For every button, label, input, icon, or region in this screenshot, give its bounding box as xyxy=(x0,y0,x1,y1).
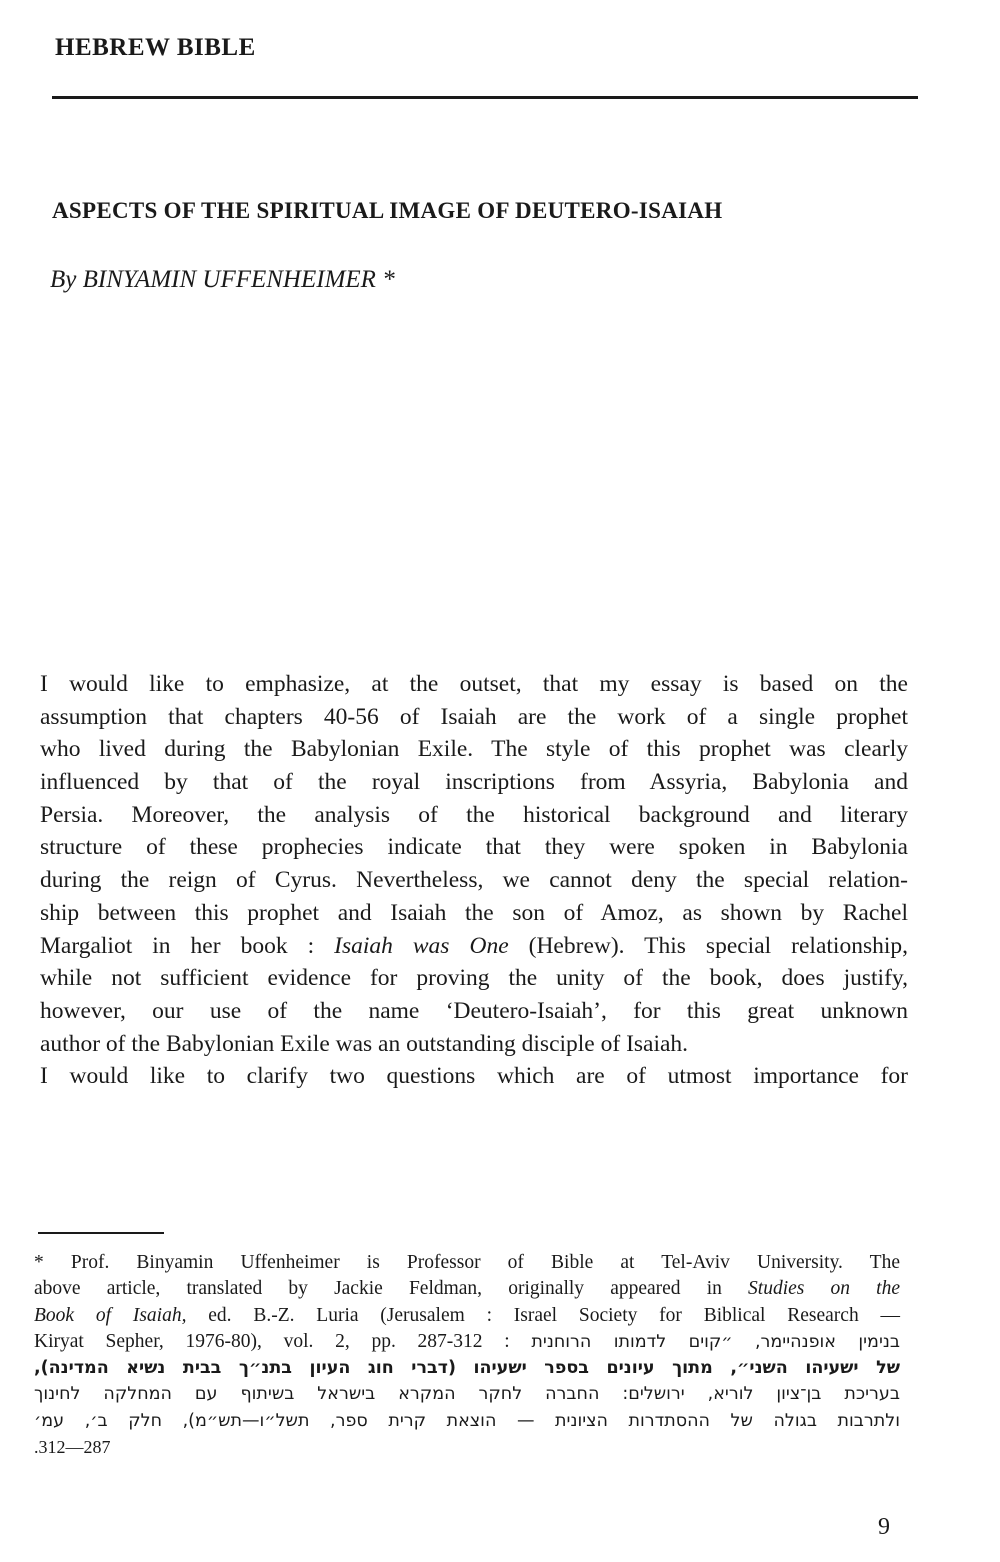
footnote-page-range: .312—287 xyxy=(34,1437,111,1458)
footnote-line xyxy=(34,1303,900,1329)
body-line: structure of these prophecies indicate that they were spoken in Babylonia xyxy=(40,834,908,861)
body-line: I would like to clarify two questions which are of utmost importance for xyxy=(40,1063,908,1090)
footnote-hebrew-line: בעריכת בן־ציון לוריא, ירושלים: החברה לחקר המקרא בישראל בשיתוף עם המחלקה לחינוך xyxy=(34,1384,900,1405)
body-line: who lived during the Babylonian Exile. The style of this prophet was clearly xyxy=(40,736,908,763)
body-line: however, our use of the name ‘Deutero-Isaiah’, for this great unknown xyxy=(40,997,908,1024)
footnote-line: * Prof. Binyamin Uffenheimer is Professor of Bible at Tel-Aviv University. The xyxy=(34,1252,900,1273)
body-text xyxy=(40,668,908,1093)
article-title: ASPECTS OF THE SPIRITUAL IMAGE OF DEUTERO-ISAIAH xyxy=(52,198,723,223)
body-line: assumption that chapters 40-56 of Isaiah are the work of a single prophet xyxy=(40,703,908,730)
book-title-italic: Isaiah was One xyxy=(334,932,509,959)
body-line: I would like to emphasize, at the outset, that my essay is based on the xyxy=(40,671,908,697)
running-head: HEBREW BIBLE xyxy=(55,34,256,61)
page-number: 9 xyxy=(878,1514,890,1540)
body-line: Persia. Moreover, the analysis of the historical background and literary xyxy=(40,801,908,828)
footnote xyxy=(34,1250,900,1460)
byline: By BINYAMIN UFFENHEIMER * xyxy=(50,266,395,293)
footnote-italic: Studies on the xyxy=(748,1278,900,1300)
footnote-hebrew-line: של ישעיהו השני״, מתוך עיונים בספר ישעיהו (דברי חוג העיון בתנ״ך בבית נשיא המדינה), xyxy=(34,1358,900,1379)
body-text-run: (Hebrew). This special relationship, xyxy=(508,932,908,959)
footnote-text-run: ed. B.-Z. Luria (Jerusalem : Israel Society for Biblical Research — xyxy=(186,1304,900,1326)
body-line: during the reign of Cyrus. Nevertheless, we cannot deny the special relation- xyxy=(40,867,908,894)
footnote-italic: Book of Isaiah, xyxy=(34,1304,187,1326)
body-text-run: Margaliot in her book : xyxy=(40,932,335,959)
footnote-line xyxy=(34,1276,900,1302)
footnote-hebrew-line: ולתרבות בגולה של ההסתדרות הציונית — הוצאת קרית ספר, תשל״ו—תש״מ), חלק ב׳, עמ׳ xyxy=(34,1410,900,1431)
body-line: ship between this prophet and Isaiah the son of Amoz, as shown by Rachel xyxy=(40,899,908,926)
body-line: while not sufficient evidence for proving the unity of the book, does justify, xyxy=(40,965,908,992)
body-line: author of the Babylonian Exile was an outstanding disciple of Isaiah. xyxy=(40,1030,689,1057)
footnote-line xyxy=(34,1329,900,1355)
footnote-rule xyxy=(38,1232,164,1234)
footnote-text-run: above article, translated by Jackie Feldman, originally appeared in xyxy=(34,1278,749,1300)
footnote-hebrew-run: בנימין אופנהיימר, ״קוים לדמותו הרוחנית xyxy=(531,1331,900,1352)
body-line xyxy=(40,930,908,963)
header-rule xyxy=(52,96,918,99)
body-line: influenced by that of the royal inscriptions from Assyria, Babylonia and xyxy=(40,769,908,796)
footnote-text-run: Kiryat Sepher, 1976-80), vol. 2, pp. 287-312 : xyxy=(34,1330,532,1352)
